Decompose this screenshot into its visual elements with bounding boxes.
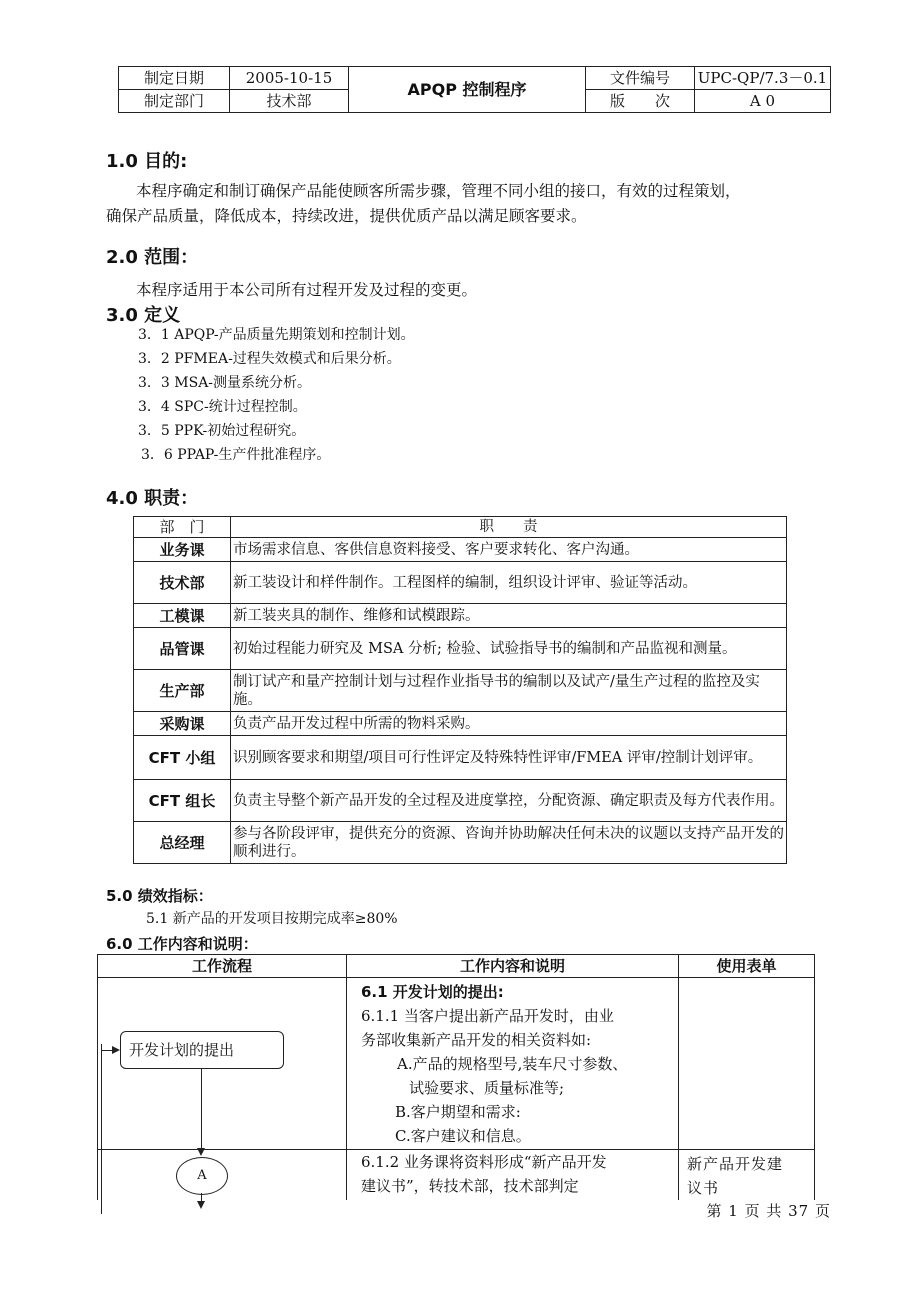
table-row <box>134 712 787 736</box>
content-line: A.产品的规格型号,装车尺寸参数、 <box>397 1055 628 1073</box>
table-row <box>134 670 787 712</box>
form-name-line: 新产品开发建 <box>687 1155 784 1173</box>
definition-item: 3．5 PPK-初始过程研究。 <box>138 423 306 439</box>
dept-cell: 品管课 <box>134 628 231 670</box>
form-cell <box>679 1150 815 1201</box>
content-line: 6.1.1 当客户提出新产品开发时，由业 <box>361 1007 614 1025</box>
dept-cell: 生产部 <box>134 670 231 712</box>
dept-cell: 业务课 <box>134 538 231 562</box>
content-line: 6.1.2 业务课将资料形成“新产品开发 <box>361 1153 607 1171</box>
table-row <box>134 604 787 628</box>
kpi-text: 5.1 新产品的开发项目按期完成率≥80% <box>146 911 398 927</box>
content-cell <box>347 1150 679 1201</box>
duty-cell: 新工装夹具的制作、维修和试模跟踪。 <box>231 604 787 628</box>
duty-cell: 市场需求信息、客供信息资料接受、客户要求转化、客户沟通。 <box>231 538 787 562</box>
definition-item: 3．3 MSA-测量系统分析。 <box>138 375 312 391</box>
dept-value: 技术部 <box>230 90 349 113</box>
form-name-line: 议书 <box>687 1179 720 1197</box>
version-value: A 0 <box>695 90 831 113</box>
purpose-line-2: 确保产品质量，降低成本，持续改进，提供优质产品以满足顾客要求。 <box>106 207 587 225</box>
table-row <box>134 628 787 670</box>
table-row <box>134 822 787 864</box>
duties-col-dept: 部 门 <box>134 517 231 538</box>
duties-table <box>133 516 787 864</box>
flow-step-box: 开发计划的提出 <box>120 1031 284 1069</box>
flow-down-line <box>201 1068 202 1150</box>
duty-cell: 负责主导整个新产品开发的全过程及进度掌控，分配资源、确定职责及每方代表作用。 <box>231 780 787 822</box>
definition-list <box>138 323 415 467</box>
definition-item: 3．4 SPC-统计过程控制。 <box>138 399 307 415</box>
arrow-down-icon <box>197 1201 205 1209</box>
dept-cell: 采购课 <box>134 712 231 736</box>
table-row <box>134 736 787 780</box>
table-row <box>134 538 787 562</box>
dept-cell: 工模课 <box>134 604 231 628</box>
dept-label: 制定部门 <box>119 90 230 113</box>
table-row <box>134 780 787 822</box>
work-heading: 6.0 工作内容和说明： <box>106 935 258 953</box>
content-line: 建议书”，转技术部，技术部判定 <box>361 1177 579 1195</box>
flow-connector-circle: A <box>176 1157 228 1195</box>
date-label: 制定日期 <box>119 67 230 90</box>
dept-cell: CFT 组长 <box>134 780 231 822</box>
kpi-heading: 5.0 绩效指标： <box>106 887 213 905</box>
duty-cell: 制订试产和量产控制计划与过程作业指导书的编制以及试产/量生产过程的监控及实施。 <box>231 670 787 712</box>
page-number: 第 1 页 共 37 页 <box>706 1202 831 1220</box>
work-col-flow: 工作流程 <box>98 955 347 978</box>
date-value: 2005-10-15 <box>230 67 349 90</box>
dept-cell: CFT 小组 <box>134 736 231 780</box>
purpose-line-1: 本程序确定和制订确保产品能使顾客所需步骤，管理不同小组的接口，有效的过程策划， <box>136 182 741 200</box>
duty-cell: 参与各阶段评审，提供充分的资源、咨询并协助解决任何未决的议题以支持产品开发的顺利进行。 <box>231 822 787 864</box>
scope-heading: 2.0 范围： <box>106 247 199 268</box>
duties-heading: 4.0 职责： <box>106 488 199 509</box>
dept-cell: 技术部 <box>134 562 231 604</box>
version-label: 版 次 <box>586 90 695 113</box>
flow-loop-line <box>101 1044 102 1214</box>
dept-cell: 总经理 <box>134 822 231 864</box>
duty-cell: 负责产品开发过程中所需的物料采购。 <box>231 712 787 736</box>
definition-item: 3．1 APQP-产品质量先期策划和控制计划。 <box>138 327 415 343</box>
content-line: B.客户期望和需求: <box>395 1103 521 1121</box>
arrow-right-icon <box>112 1046 120 1054</box>
content-line: 务部收集新产品开发的相关资料如: <box>361 1031 592 1049</box>
duty-cell: 识别顾客要求和期望/项目可行性评定及特殊特性评审/FMEA 评审/控制计划评审。 <box>231 736 787 780</box>
duty-cell: 新工装设计和样件制作。工程图样的编制，组织设计评审、验证等活动。 <box>231 562 787 604</box>
form-cell <box>679 978 815 1150</box>
document-header-table <box>118 66 831 113</box>
work-col-content: 工作内容和说明 <box>347 955 679 978</box>
definition-item: 3．2 PFMEA-过程失效模式和后果分析。 <box>138 351 401 367</box>
docno-label: 文件编号 <box>586 67 695 90</box>
subsection-title: 6.1 开发计划的提出: <box>361 983 504 1001</box>
arrow-down-icon <box>197 1148 205 1156</box>
document-title: APQP 控制程序 <box>349 67 586 113</box>
scope-text: 本程序适用于本公司所有过程开发及过程的变更。 <box>136 281 478 299</box>
duties-col-duty: 职 责 <box>231 517 787 538</box>
purpose-heading: 1.0 目的: <box>106 151 188 172</box>
content-line: C.客户建议和信息。 <box>395 1127 531 1145</box>
definition-item: 3．6 PPAP-生产件批准程序。 <box>141 447 331 463</box>
content-line: 试验要求、质量标准等; <box>409 1079 565 1097</box>
content-cell <box>347 978 679 1150</box>
definitions-heading: 3.0 定义 <box>106 305 181 326</box>
docno-value: UPC-QP/7.3－0.1 <box>695 67 831 90</box>
table-row <box>134 562 787 604</box>
work-col-form: 使用表单 <box>679 955 815 978</box>
duty-cell: 初始过程能力研究及 MSA 分析; 检验、试验指导书的编制和产品监视和测量。 <box>231 628 787 670</box>
